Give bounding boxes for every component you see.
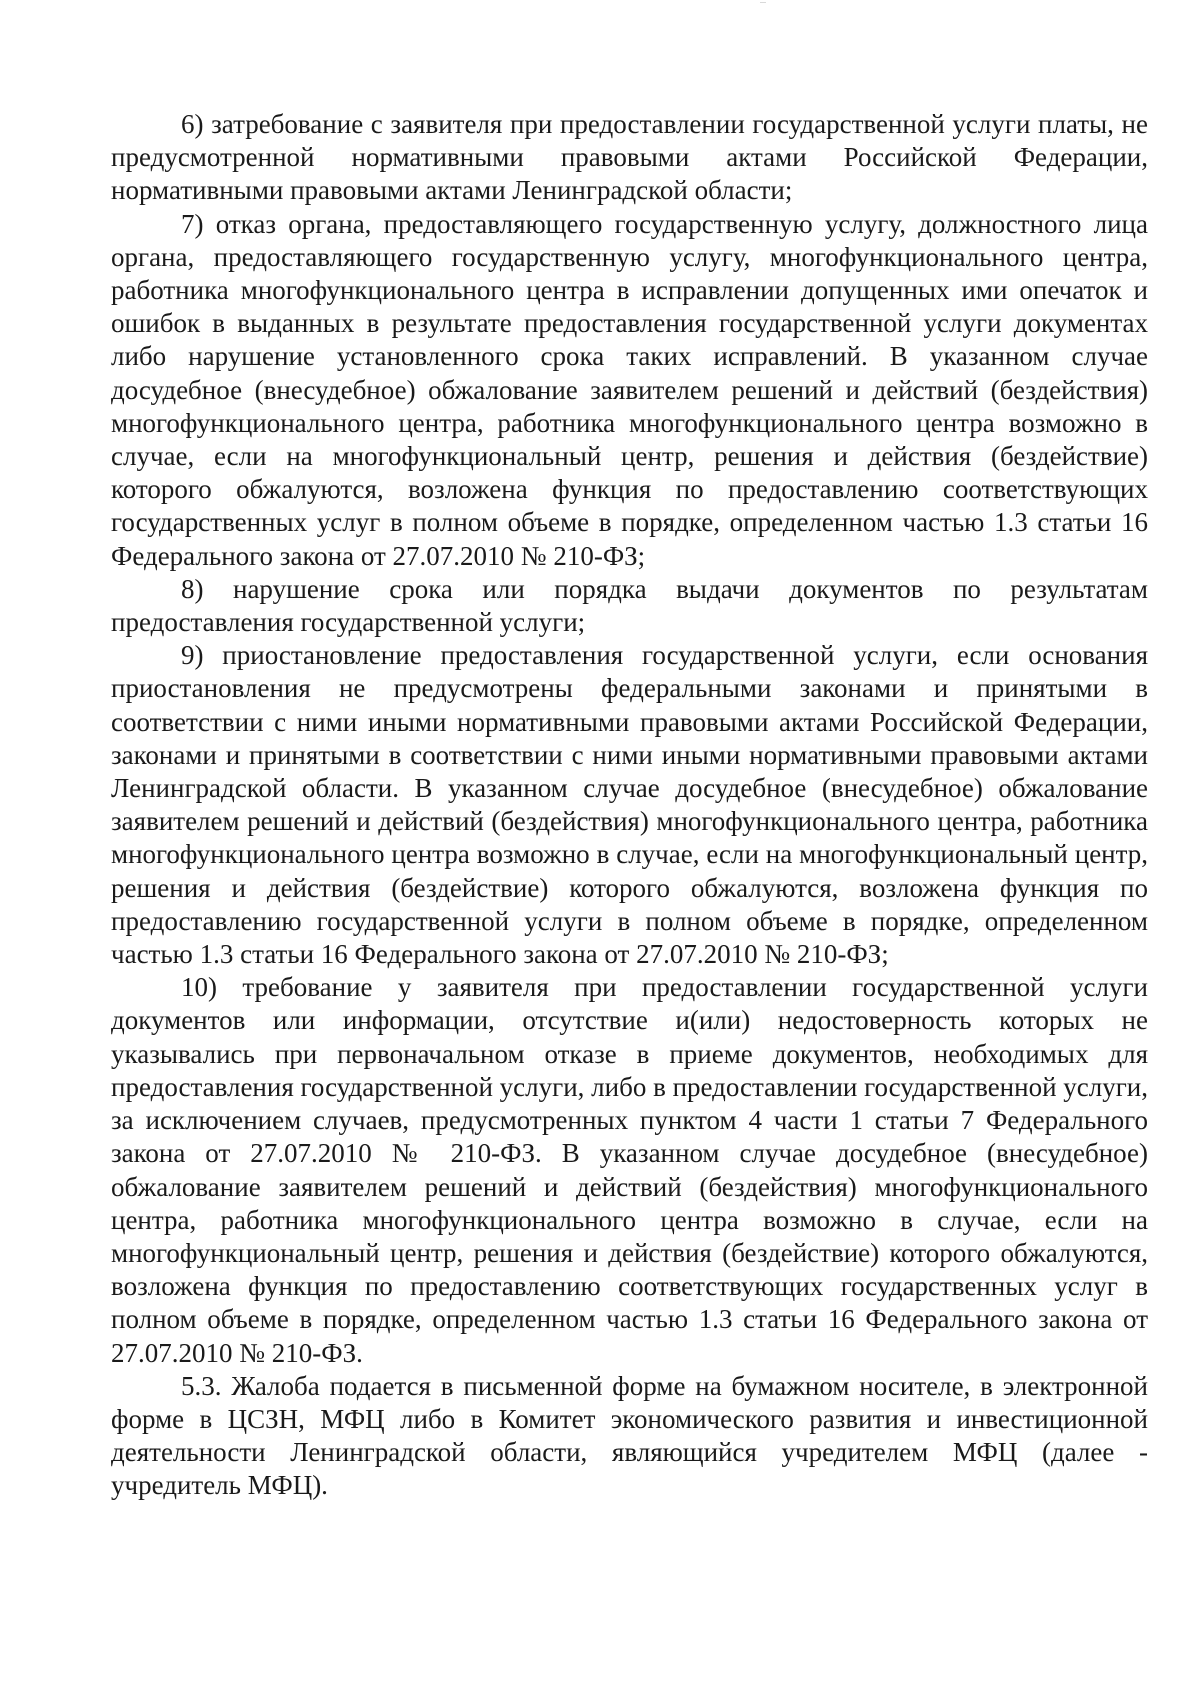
document-body — [111, 108, 1148, 1503]
paragraph-item-8: 8) нарушение срока или порядка выдачи документов по результатам предоставления государственной услуги; — [111, 573, 1148, 638]
paragraph-section-5-3: 5.3. Жалоба подается в письменной форме на бумажном носителе, в электронной форме в ЦСЗН, МФЦ либо в Комитет экономического развития и инвестиционной деятельности Ленинградской области, являющийся учредителем МФЦ (далее - учредитель МФЦ). — [111, 1370, 1148, 1501]
paragraph-item-7: 7) отказ органа, предоставляющего государственную услугу, должностного лица органа, предоставляющего государственную услугу, многофункционального центра, работника многофункционального центра в исправлении допущенных ими опечаток и ошибок в выданных в результате предоставления государственной услуги документах либо нарушение установленного срока таких исправлений. В указанном случае досудебное (внесудебное) обжалование заявителем решений и действий (бездействия) многофункционального центра, работника многофункционального центра возможно в случае, если на многофункциональный центр, решения и действия (бездействие) которого обжалуются, возложена функция по предоставлению соответствующих государственных услуг в полном объеме в порядке, определенном частью 1.3 статьи 16 Федерального закона от 27.07.2010 № 210-ФЗ; — [111, 208, 1148, 571]
paragraph-item-9: 9) приостановление предоставления государственной услуги, если основания приостановления не предусмотрены федеральными законами и принятыми в соответствии с ними иными нормативными правовыми актами Российской Федерации, законами и принятыми в соответствии с ними иными нормативными правовыми актами Ленинградской области. В указанном случае досудебное (внесудебное) обжалование заявителем решений и действий (бездействия) многофункционального центра, работника многофункционального центра возможно в случае, если на многофункциональный центр, решения и действия (бездействие) которого обжалуются, возложена функция по предоставлению государственной услуги в полном объеме в порядке, определенном частью 1.3 статьи 16 Федерального закона от 27.07.2010 № 210-ФЗ; — [111, 640, 1148, 970]
paragraph-item-6: 6) затребование с заявителя при предоставлении государственной услуги платы, не предусмотренной нормативными правовыми актами Российской Федерации, нормативными правовыми актами Ленинградской области; — [111, 109, 1148, 206]
scan-mark — [760, 2, 766, 3]
paragraph-item-10: 10) требование у заявителя при предоставлении государственной услуги документов или информации, отсутствие и(или) недостоверность которых не указывались при первоначальном отказе в приеме документов, необходимых для предоставления государственной услуги, либо в предоставлении государственной услуги, за исключением случаев, предусмотренных пунктом 4 части 1 статьи 7 Федерального закона от 27.07.2010 № 210-ФЗ. В указанном случае досудебное (внесудебное) обжалование заявителем решений и действий (бездействия) многофункционального центра, работника многофункционального центра возможно в случае, если на многофункциональный центр, решения и действия (бездействие) которого обжалуются, возложена функция по предоставлению соответствующих государственных услуг в полном объеме в порядке, определенном частью 1.3 статьи 16 Федерального закона от 27.07.2010 № 210-ФЗ. — [111, 972, 1149, 1368]
